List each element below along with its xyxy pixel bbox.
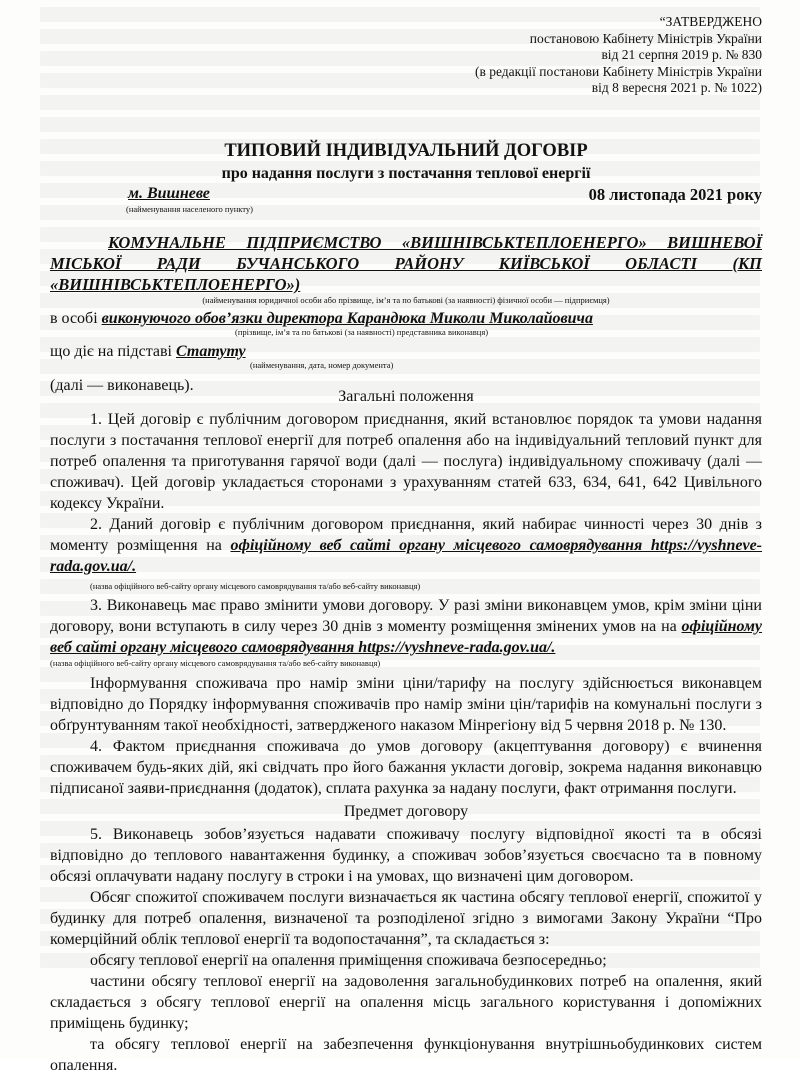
paragraph-8: обсягу теплової енергії на опалення приміщення споживача безпосередньо;: [90, 952, 607, 969]
paragraph-2-text: 2. Даний договір є публічним договором приєднання, який набирає чинності через 30 днів з моменту розміщення на: [50, 516, 762, 554]
rep-prefix: в особі: [50, 310, 98, 327]
paragraph-9: частини обсягу теплової енергії на задоволення загальнобудинкових потреб на опалення, який складається з обсягу теплової енергії на опалення місць загального користування і допоміжних приміщень будинку;: [50, 973, 762, 1032]
contractor-after: (далі — виконавець).: [50, 377, 194, 394]
website-caption: (назва офіційного веб-сайту органу місцевого самоврядування та/або веб-сайту виконавця): [90, 581, 421, 591]
approval-line: постановою Кабінету Міністрів України: [529, 30, 762, 46]
basis-line: [50, 341, 762, 362]
basis-document: Статуту: [175, 343, 246, 360]
contractor-name-caption: (найменування юридичної особи або прізвище, ім’я та по батькові (за наявності) фізичної особи — підприємця): [202, 295, 610, 305]
city-name: м. Вишневе: [128, 185, 210, 202]
basis-prefix: що діє на підставі: [50, 343, 172, 360]
approval-line: (в редакції постанови Кабінету Міністрів України: [474, 63, 762, 79]
website-caption: (назва офіційного веб-сайту органу місцевого самоврядування та/або веб-сайту виконавця): [50, 658, 381, 668]
contractor-block: [50, 232, 762, 396]
section-subject: [50, 803, 762, 1076]
website-link[interactable]: офіційному веб сайті органу місцевого самоврядування https://vyshneve-rada.gov.ua/.: [50, 618, 763, 656]
section-general: [50, 388, 762, 799]
approval-stamp: [432, 14, 762, 97]
document-title: ТИПОВИЙ ІНДИВІДУАЛЬНИЙ ДОГОВІР: [224, 141, 588, 161]
approval-line: “ЗАТВЕРДЖЕНО: [659, 14, 762, 29]
section-heading: Предмет договору: [343, 803, 469, 820]
approval-line: від 8 вересня 2021 р. № 1022): [591, 80, 762, 95]
website-link[interactable]: офіційному веб сайті органу місцевого самоврядування https://vyshneve-rada.gov.ua/.: [50, 537, 763, 575]
paragraph-3: [50, 595, 762, 658]
paragraph-1: 1. Цей договір є публічним договором приєднання, який встановлює порядок та умови надання послуги з постачання теплової енергії для потреб опалення або на індивідуальний тепловий пункт для потреб опалення та приготування гарячої води (далі — послуга) індивідуальному споживачу (далі — споживач). Цей договір укладається сторонами з урахуванням статей 633, 634, 641, 642 Цивільного кодексу України.: [50, 411, 762, 512]
representative-name: виконуючого обов’язки директора Карандюка Миколи Миколайовича: [101, 310, 593, 327]
paragraph-10: та обсягу теплової енергії на забезпечення функціонування внутрішньобудинкових систем опалення.: [50, 1036, 762, 1074]
approval-line: від 21 серпня 2019 р. № 830: [601, 47, 762, 62]
document-subtitle: про надання послуги з постачання теплової енергії: [221, 165, 591, 182]
representative-caption: (прізвище, ім’я та по батькові (за наявності) представника виконавця): [235, 327, 489, 337]
paragraph-2: [50, 514, 762, 577]
paragraph-6: 5. Виконавець зобов’язується надавати споживачу послугу відповідної якості та в обсязі відповідно до теплового навантаження будинку, а споживач зобов’язується своєчасно та в повному обсязі оплачувати надану послугу в строки і на умовах, що визначені цим договором.: [50, 826, 762, 885]
paragraph-3-text: 3. Виконавець має право змінити умови договору. У разі зміни виконавцем умов, крім зміни ціни договору, вони вступають в силу через 30 днів з моменту розміщення змінених умов на на: [50, 597, 762, 635]
contractor-name: КОМУНАЛЬНЕ ПІДПРИЄМСТВО «ВИШНІВСЬКТЕПЛОЕНЕРГО» ВИШНЕВОЇ МІСЬКОЇ РАДИ БУЧАНСЬКОГО РАЙОНУ КИЇВСЬКОЇ ОБЛАСТІ (КП «ВИШНІВСЬКТЕПЛОЕНЕРГО»): [50, 233, 762, 294]
section-heading: Загальні положення: [338, 388, 474, 405]
paragraph-7: Обсяг спожитої споживачем послуги визначається як частина обсягу теплової енергії, спожитої у будинку для потреб опалення, визначеної та розподіленої згідно з вимогами Закону України “Про комерційний облік теплової енергії та водопостачання”, та складається з:: [50, 889, 762, 948]
place-date-row: [50, 185, 762, 214]
city-caption: (найменування населеного пункту): [126, 204, 253, 214]
paragraph-5: 4. Фактом приєднання споживача до умов договору (акцептування договору) є вчинення споживачем будь-яких дій, які свідчать про його бажання укласти договір, зокрема надання виконавцю підписаної заяви-приєднання (додаток), сплата рахунка за надану послуги, факт отримання послуги.: [50, 738, 762, 797]
paragraph-4: Інформування споживача про намір зміни ціни/тарифу на послугу здійснюється виконавцем відповідно до Порядку інформування споживачів про намір зміни цін/тарифів на комунальні послуги з обґрунтуванням такої необхідності, затвердженого наказом Мінрегіону від 5 червня 2018 р. № 130.: [50, 675, 762, 734]
representative-line: [50, 308, 762, 329]
contract-date: 08 листопада 2021 року: [588, 185, 762, 204]
basis-caption: (найменування, дата, номер документа): [250, 360, 394, 370]
